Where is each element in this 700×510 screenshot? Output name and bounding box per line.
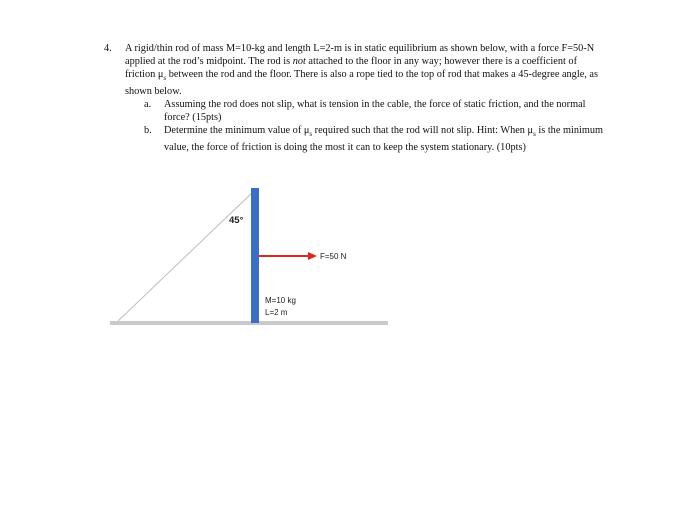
sub-question-letter: a. <box>144 99 152 111</box>
statement-part-2: attached to the floor in any way; however there is a coefficient of friction μ <box>125 56 577 80</box>
angle-label: 45° <box>229 215 244 226</box>
statement-part-1: A rigid/thin rod of mass M=10-kg and length L=2-m is in static equilibrium as shown below, with a force F=50-N applied at the rod’s midpoint. The rod is <box>125 43 595 67</box>
sub-question-text-3: is the minimum value, the force of friction is doing the most it can to keep the system stationary. (10pts) <box>164 125 604 154</box>
sub-question-subscript-2: s <box>533 130 536 139</box>
statement-subscript: s <box>163 74 167 83</box>
sub-question-text-2: required such that the rod will not slip. Hint: When μ <box>312 125 534 137</box>
statement-emphasis: not <box>292 56 306 67</box>
rope-line <box>118 190 255 321</box>
sub-question-letter: b. <box>144 125 152 137</box>
sub-question-text-1: Determine the minimum value of μ <box>164 125 310 137</box>
floor-line <box>110 321 388 325</box>
rod <box>251 188 259 323</box>
statement-part-3: between the rod and the floor. There is also a rope tied to the top of rod that makes a 45-degree angle, as shown below. <box>125 69 598 98</box>
force-label: F=50 N <box>320 252 347 261</box>
sub-question-subscript-1: s <box>309 130 313 139</box>
sub-question-text: Assuming the rod does not slip, what is tension in the cable, the force of static friction, and the normal force? (15pts) <box>164 99 586 124</box>
force-arrow-head <box>308 252 317 260</box>
problem-number: 4. <box>104 43 112 54</box>
length-label: L=2 m <box>265 308 288 317</box>
mass-label: M=10 kg <box>265 296 296 305</box>
